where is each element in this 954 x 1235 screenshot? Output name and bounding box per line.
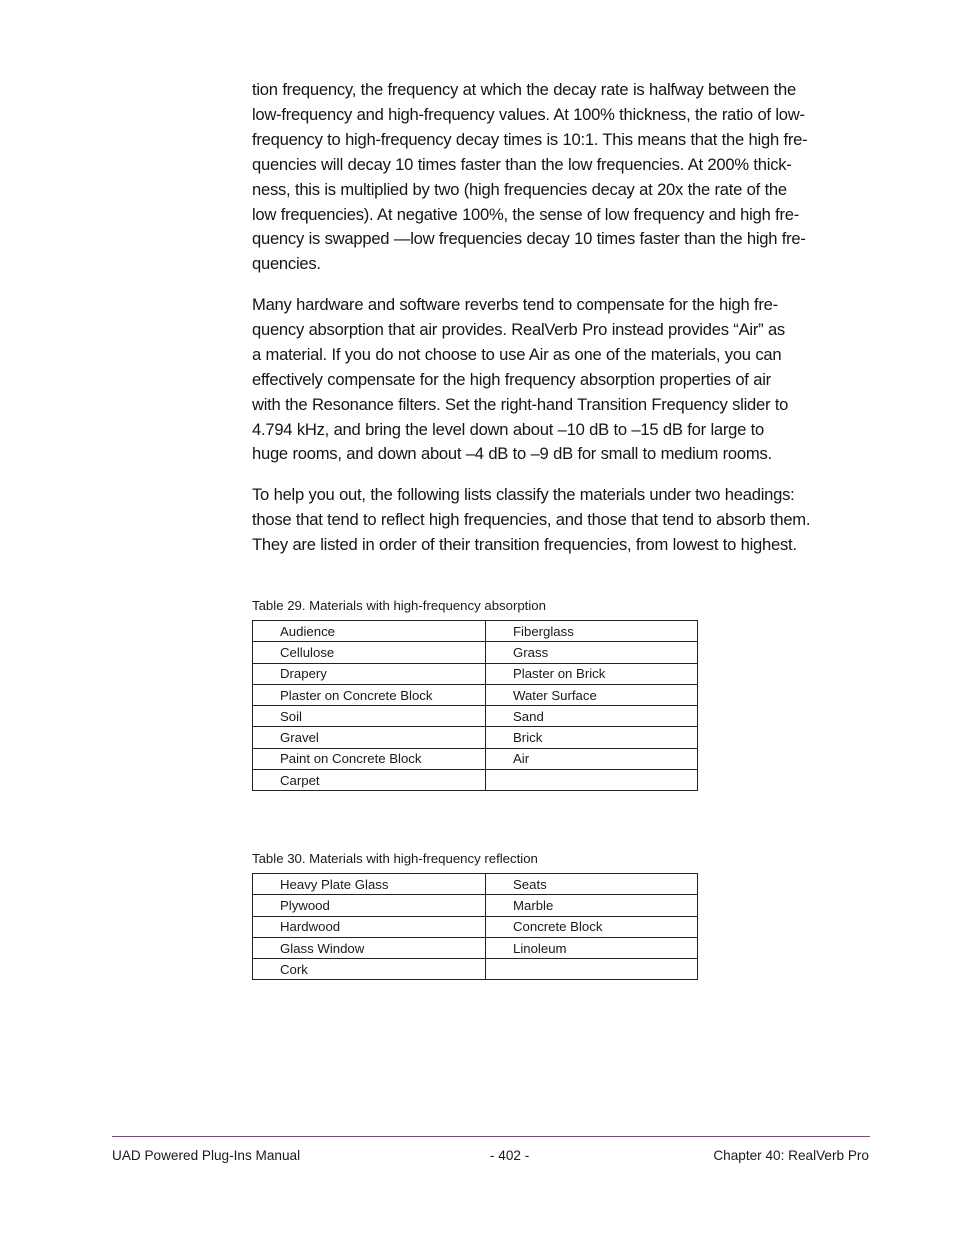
table-row [253,937,698,958]
table-cell: Sand [486,706,698,727]
table-cell: Marble [486,895,698,916]
table-cell: Paint on Concrete Block [253,748,486,769]
text-line: huge rooms, and down about –4 dB to –9 dB for small to medium rooms. [252,444,772,464]
table-30-caption: Table 30. Materials with high-frequency reflection [252,851,538,866]
table-row [253,874,698,895]
table-cell: Heavy Plate Glass [253,874,486,895]
text-line: with the Resonance filters. Set the right-hand Transition Frequency slider to [252,394,789,414]
table-row [253,748,698,769]
paragraph-material-lists-intro [252,483,874,558]
text-line: a material. If you do not choose to use Air as one of the materials, you can [252,344,782,364]
footer-page-number: - 402 - [490,1148,530,1163]
absorption-materials-table [252,620,698,791]
footer-chapter-title: Chapter 40: RealVerb Pro [713,1148,869,1163]
text-line: those that tend to reflect high frequencies, and those that tend to absorb them. [252,509,811,529]
text-line: Many hardware and software reverbs tend to compensate for the high fre- [252,295,778,314]
text-line: frequency to high-frequency decay times is 10:1. This means that the high fre- [252,129,808,149]
text-line: effectively compensate for the high frequency absorption properties of air [252,369,771,389]
table-cell: Hardwood [253,916,486,937]
reflection-materials-table [252,873,698,980]
footer-divider [112,1136,870,1137]
table-cell: Concrete Block [486,916,698,937]
table-row [253,770,698,791]
text-line: quencies will decay 10 times faster than the low frequencies. At 200% thick- [252,154,792,174]
table-row [253,642,698,663]
table-cell: Soil [253,706,486,727]
table-row [253,895,698,916]
text-line: quency absorption that air provides. RealVerb Pro instead provides “Air” as [252,319,785,339]
text-line: ness, this is multiplied by two (high frequencies decay at 20x the rate of the [252,179,787,199]
table-row [253,706,698,727]
table-cell: Drapery [253,663,486,684]
table-cell: Gravel [253,727,486,748]
table-cell: Plaster on Brick [486,663,698,684]
table-row [253,663,698,684]
table-cell-empty [486,959,698,980]
table-cell: Glass Window [253,937,486,958]
table-row [253,959,698,980]
table-cell: Brick [486,727,698,748]
text-line: low-frequency and high-frequency values. At 100% thickness, the ratio of low- [252,104,805,124]
table-cell: Carpet [253,770,486,791]
table-cell: Plaster on Concrete Block [253,684,486,705]
table-cell: Linoleum [486,937,698,958]
table-row [253,916,698,937]
paragraph-air-compensation [252,293,874,467]
text-line: tion frequency, the frequency at which the decay rate is halfway between the [252,80,796,99]
table-cell: Audience [253,621,486,642]
table-cell: Grass [486,642,698,663]
table-cell: Fiberglass [486,621,698,642]
table-row [253,727,698,748]
text-line: low frequencies). At negative 100%, the sense of low frequency and high fre- [252,204,800,224]
text-line: To help you out, the following lists classify the materials under two headings: [252,485,795,504]
text-line: quencies. [252,254,321,274]
table-cell-empty [486,770,698,791]
text-line: 4.794 kHz, and bring the level down about –10 dB to –15 dB for large to [252,419,764,439]
table-row [253,621,698,642]
table-cell: Air [486,748,698,769]
table-cell: Seats [486,874,698,895]
table-cell: Plywood [253,895,486,916]
table-cell: Water Surface [486,684,698,705]
text-line: quency is swapped —low frequencies decay 10 times faster than the high fre- [252,229,806,249]
table-29-caption: Table 29. Materials with high-frequency absorption [252,598,546,613]
text-line: They are listed in order of their transition frequencies, from lowest to highest. [252,534,797,554]
table-cell: Cellulose [253,642,486,663]
footer-manual-title: UAD Powered Plug-Ins Manual [112,1148,301,1163]
table-row [253,684,698,705]
table-cell: Cork [253,959,486,980]
paragraph-thickness [252,78,874,277]
